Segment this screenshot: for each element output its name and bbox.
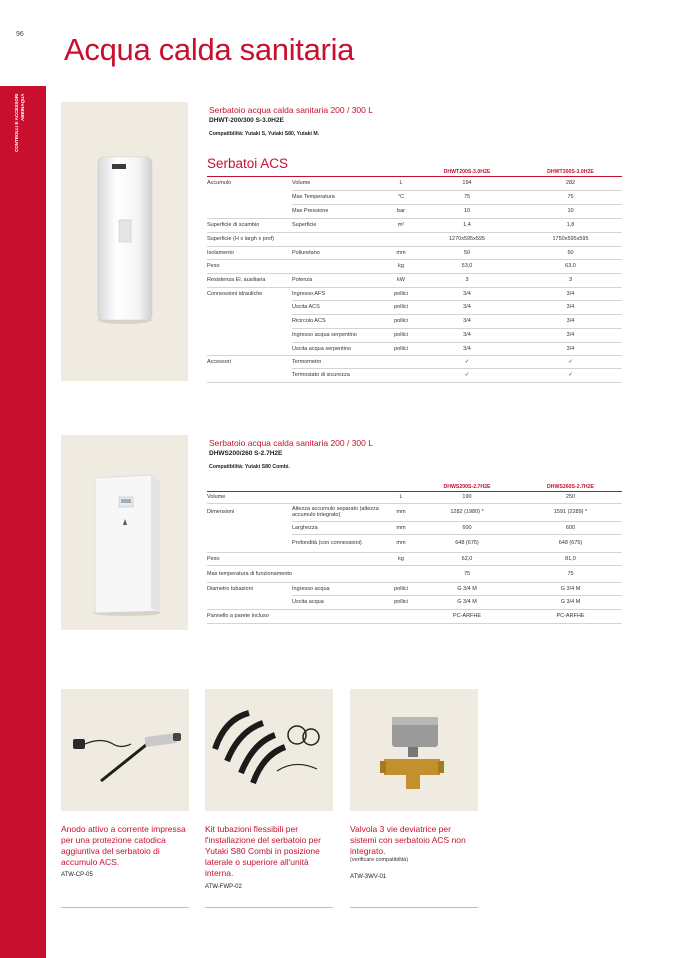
spec-table-dhwt (207, 166, 622, 383)
row-value-2: 75 (519, 190, 622, 204)
row-param: Uscita acqua (292, 595, 387, 609)
row-unit: kg (387, 259, 415, 273)
row-group (207, 595, 292, 609)
table-corner (387, 481, 415, 491)
table-row (207, 552, 622, 565)
table-row (207, 287, 622, 300)
row-value-1: 62,0 (415, 552, 519, 565)
row-value-2: 3/4 (519, 342, 622, 355)
row-value-1: 1282 (1980) * (415, 503, 519, 521)
row-group: Connessioni idrauliche (207, 290, 263, 297)
pipe-kit-description: Kit tubazioni flessibili per l'installazione del serbatoio per Yutaki S80 Combi in posizione laterale o superiore all'unità interna. (205, 824, 321, 878)
valve-code: ATW-3WV-01 (350, 874, 387, 880)
row-unit: pollici (387, 300, 415, 314)
section2-compat: Compatibilità: Yutaki S80 Combi. (209, 464, 290, 470)
row-value-1: 75 (415, 565, 519, 582)
table-row (207, 534, 622, 552)
row-group (207, 368, 292, 382)
table-row (207, 246, 622, 259)
row-group: Max temperatura di funzionamento (207, 565, 292, 582)
row-group: Pannello a parete incluso (207, 609, 292, 623)
row-value-1: 10 (415, 204, 519, 218)
row-param (292, 609, 387, 623)
section2-header (209, 438, 373, 470)
side-label: CONTROLLI E ACCESSORI ABBINAQUA (14, 94, 25, 153)
row-unit: L (387, 176, 415, 190)
row-param: Ingresso AFS (292, 287, 387, 300)
table-row (207, 609, 622, 623)
row-value-2: G 3/4 M (519, 595, 622, 609)
row-unit: pollici (387, 287, 415, 300)
row-group (207, 328, 292, 342)
table-corner (387, 166, 415, 176)
row-value-2: ✓ (519, 368, 622, 382)
row-value-2: ✓ (519, 355, 622, 368)
col-header: DHWS260S-2.7H2E (519, 481, 622, 491)
row-unit: pollici (387, 582, 415, 595)
row-group (207, 521, 292, 534)
table-row (207, 565, 622, 582)
row-group: Superficie (H x largh x prof) (207, 232, 292, 246)
row-value-1: 600 (415, 521, 519, 534)
row-group (207, 190, 292, 204)
row-unit: mm (387, 521, 415, 534)
table-row (207, 368, 622, 382)
table-row (207, 314, 622, 328)
col-header: DHWT300S-3.0H2E (519, 166, 622, 176)
row-value-1: 190 (415, 491, 519, 503)
row-unit (387, 565, 415, 582)
row-param: Superficie (292, 218, 387, 232)
row-group: Diametro tubazioni (207, 585, 253, 592)
tank-photo-dhwt (61, 102, 188, 381)
table-corner (207, 481, 292, 491)
table-row (207, 232, 622, 246)
table-corner (207, 166, 292, 176)
row-param: Poliuretano (292, 246, 387, 259)
table-corner (292, 481, 387, 491)
row-group: Superficie di scambio (207, 218, 292, 232)
row-param: Termostato di sicurezza (292, 368, 387, 382)
table-row (207, 273, 622, 287)
row-unit: mm (387, 246, 415, 259)
row-value-1: 1270x595x595 (415, 232, 519, 246)
row-unit (387, 368, 415, 382)
row-group (207, 342, 292, 355)
table-row (207, 328, 622, 342)
row-unit: m² (387, 218, 415, 232)
row-value-2: 3/4 (519, 328, 622, 342)
row-value-1: 3/4 (415, 314, 519, 328)
row-group: Peso (207, 259, 292, 273)
row-param: Uscita acqua serpentino (292, 342, 387, 355)
section1-code: DHWT-200/300 S-3.0H2E (209, 117, 284, 124)
row-unit (387, 609, 415, 623)
valve-photo (350, 689, 478, 811)
table-row (207, 204, 622, 218)
row-value-1: 3/4 (415, 287, 519, 300)
row-value-2: 3/4 (519, 287, 622, 300)
row-value-1: 194 (415, 176, 519, 190)
row-group: Accessori (207, 358, 231, 365)
row-param (292, 552, 387, 565)
row-value-2: 600 (519, 521, 622, 534)
valve-note: (verificare compatibilità) (350, 857, 409, 863)
row-group: Resistenza El. ausiliaria (207, 273, 292, 287)
row-group (207, 300, 292, 314)
row-unit (387, 232, 415, 246)
table-row (207, 342, 622, 355)
row-value-2: G 3/4 M (519, 582, 622, 595)
table-row (207, 190, 622, 204)
pipe-kit-photo (205, 689, 333, 811)
row-value-1: ✓ (415, 368, 519, 382)
table-row (207, 491, 622, 503)
row-value-1: 50 (415, 246, 519, 259)
row-value-2: 3/4 (519, 314, 622, 328)
row-param: Potenza (292, 273, 387, 287)
row-param: Larghezza (292, 521, 387, 534)
row-value-1: 648 (675) (415, 534, 519, 552)
spec-table-dhws (207, 481, 622, 624)
tank-photo-dhws (61, 435, 188, 630)
divider-line (205, 907, 333, 908)
row-value-1: 3/4 (415, 342, 519, 355)
row-value-1: G 3/4 M (415, 582, 519, 595)
table-row (207, 300, 622, 314)
row-value-1: 75 (415, 190, 519, 204)
row-group (207, 534, 292, 552)
table-row (207, 259, 622, 273)
row-unit: °C (387, 190, 415, 204)
col-header: DHWS200S-2.7H2E (415, 481, 519, 491)
table-row (207, 503, 622, 521)
anode-code: ATW-CP-05 (61, 872, 93, 878)
row-value-2: 10 (519, 204, 622, 218)
anode-description: Anodo attivo a corrente impressa per una protezione catodica aggiuntiva del serbatoio di accumulo ACS. (61, 824, 186, 867)
table-row (207, 218, 622, 232)
row-group (207, 204, 292, 218)
valve-description: Valvola 3 vie deviatrice per sistemi con serbatoio ACS non integrato. (verificare compatibilità) (350, 824, 478, 864)
divider-line (61, 907, 189, 908)
side-bar (0, 86, 46, 958)
row-value-2: 50 (519, 246, 622, 259)
row-param (292, 259, 387, 273)
section1-header (209, 105, 373, 137)
divider-line (350, 907, 478, 908)
table-row (207, 176, 622, 190)
row-value-2: 3/4 (519, 300, 622, 314)
row-value-2: 63,0 (519, 259, 622, 273)
section2-code: DHWS200/260 S-2.7H2E (209, 450, 283, 457)
pipe-kit-code: ATW-FWP-02 (205, 884, 242, 890)
row-value-2: 81,0 (519, 552, 622, 565)
table1-title: Serbatoi ACS (207, 156, 289, 171)
row-param (292, 232, 387, 246)
row-value-1: 3 (415, 273, 519, 287)
row-param (292, 491, 387, 503)
table-row (207, 582, 622, 595)
row-value-2: 282 (519, 176, 622, 190)
table-row (207, 595, 622, 609)
row-param: Altezza accumulo separato (altezza accumulo integrato) (292, 503, 387, 521)
col-header: DHWT200S-3.0H2E (415, 166, 519, 176)
section2-title: Serbatoio acqua calda sanitaria 200 / 300 L (209, 438, 373, 448)
row-value-2: 1750x595x595 (519, 232, 622, 246)
row-unit: pollici (387, 314, 415, 328)
row-unit: pollici (387, 328, 415, 342)
row-group: Isolamento (207, 246, 292, 259)
row-param (292, 565, 387, 582)
row-unit: bar (387, 204, 415, 218)
row-param: Ingresso acqua serpentino (292, 328, 387, 342)
row-value-2: 1591 (2289) * (519, 503, 622, 521)
row-unit: kW (387, 273, 415, 287)
row-param: Max Pressione (292, 204, 387, 218)
row-param: Ricircolo ACS (292, 314, 387, 328)
row-unit: pollici (387, 342, 415, 355)
row-param: Uscita ACS (292, 300, 387, 314)
row-value-2: 75 (519, 565, 622, 582)
table-corner (292, 166, 387, 176)
row-value-1: 53,0 (415, 259, 519, 273)
row-value-2: 250 (519, 491, 622, 503)
row-unit: L (387, 491, 415, 503)
row-value-1: ✓ (415, 355, 519, 368)
row-value-1: PC-ARFHE (415, 609, 519, 623)
row-param: Ingresso acqua (292, 582, 387, 595)
page-title: Acqua calda sanitaria (64, 32, 355, 67)
row-value-1: G 3/4 M (415, 595, 519, 609)
row-group: Dimensioni (207, 509, 235, 516)
section1-compat: Compatibilità: Yutaki S, Yutaki S80, Yutaki M. (209, 131, 320, 137)
table-row (207, 355, 622, 368)
row-value-1: 3/4 (415, 328, 519, 342)
row-unit: kg (387, 552, 415, 565)
anode-photo (61, 689, 189, 811)
row-unit (387, 355, 415, 368)
row-unit: pollici (387, 595, 415, 609)
row-param: Profondità (con connessioni) (292, 534, 387, 552)
row-value-2: 1,8 (519, 218, 622, 232)
row-param: Max Temperatura (292, 190, 387, 204)
row-group (207, 314, 292, 328)
row-value-2: 648 (675) (519, 534, 622, 552)
row-unit: mm (387, 503, 415, 521)
row-param: Volume (292, 176, 387, 190)
row-value-1: 3/4 (415, 300, 519, 314)
row-group: Peso (207, 552, 292, 565)
page-number: 96 (16, 31, 24, 38)
row-value-1: 1,4 (415, 218, 519, 232)
row-param: Termometro (292, 355, 387, 368)
row-group: Volume (207, 491, 292, 503)
row-group: Accumulo (207, 180, 232, 187)
table-row (207, 521, 622, 534)
row-value-2: 3 (519, 273, 622, 287)
section1-title: Serbatoio acqua calda sanitaria 200 / 300 L (209, 105, 373, 115)
row-value-2: PC-ARFHE (519, 609, 622, 623)
row-unit: mm (387, 534, 415, 552)
